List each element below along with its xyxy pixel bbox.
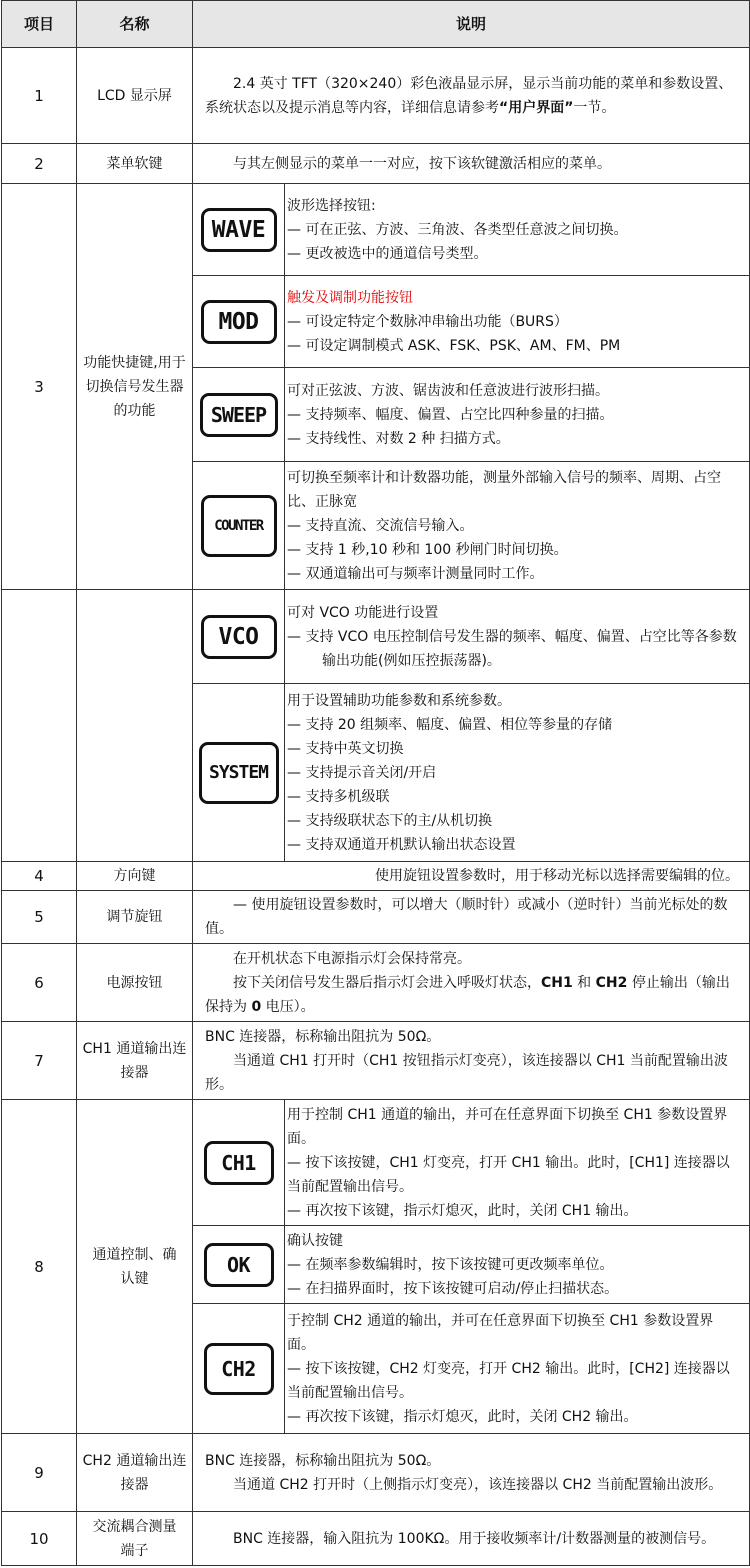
mod-key-cell [193,276,285,368]
mod-desc [285,276,750,368]
row-number: 1 [2,48,77,144]
row-name-text: CH2 通道输出连接器 [82,1452,187,1493]
ch1-desc [285,1100,750,1226]
header-name: 名称 [77,1,193,48]
row-desc [193,862,750,891]
wave-title: 波形选择按钮: [287,197,376,214]
table-row [2,184,750,276]
desc-text: — 使用旋钮设置参数时，可以增大（顺时针）或减小（逆时针）当前光标处的数值。 [205,897,728,937]
mod-item: — 可设定特定个数脉冲串输出功能（BURS） [287,313,568,330]
sweep-key-cell [193,368,285,462]
table-row [2,1512,750,1566]
vco-desc [285,590,750,684]
table-row [2,144,750,184]
ch2-key-icon: CH2 [204,1343,274,1395]
row-name [77,1434,193,1512]
system-item: — 支持多机级联 [287,788,390,805]
system-item: — 支持级联状态下的主/从机切换 [287,812,493,829]
wave-item: — 更改被选中的通道信号类型。 [287,245,488,262]
system-item: — 支持提示音关闭/开启 [287,764,437,781]
row-name: 电源按钮 [77,944,193,1022]
row-name: LCD 显示屏 [77,48,193,144]
sweep-desc [285,368,750,462]
wave-key-icon: WAVE [201,208,277,252]
sweep-item: — 支持频率、幅度、偏置、占空比四种参量的扫描。 [287,406,614,423]
table-row [2,891,750,944]
row-name-text: 交流耦合测量端子 [92,1518,177,1559]
sweep-item: — 支持线性、对数 2 种 扫描方式。 [287,430,510,447]
system-title: 用于设置辅助功能参数和系统参数。 [287,692,511,709]
desc-text: 停止输出（输出保持为 [205,974,730,1015]
row-desc [193,1434,750,1512]
ok-key-icon: OK [204,1243,274,1287]
system-key-cell [193,684,285,862]
desc-text: 使用旋钮设置参数时，用于移动光标以选择需要编辑的位。 [375,868,740,884]
desc-text: 2.4 英寸 TFT（320×240）彩色液晶显示屏，显示当前功能的菜单和参数设置、系统状态以及提示消息等内容，详细信息请参考 [205,75,733,116]
counter-key-icon: COUNTER [201,495,277,557]
counter-key-cell [193,462,285,590]
system-item: — 支持双通道开机默认输出状态设置 [287,836,516,853]
row-desc [193,144,750,184]
desc-text: 在开机状态下电源指示灯会保持常亮。 [233,950,471,967]
row-name [77,1100,193,1434]
row-name: 调节旋钮 [77,891,193,944]
ok-key-cell [193,1226,285,1304]
system-key-icon: SYSTEM [199,742,279,804]
desc-text: 当通道 CH1 打开时（CH1 按钮指示灯变亮），该连接器以 CH1 当前配置输出波形。 [205,1052,728,1093]
row-name-text: 通道控制、确认键 [92,1246,177,1287]
ok-desc [285,1226,750,1304]
desc-text: 一节。 [573,99,616,116]
row-number: 9 [2,1434,77,1512]
table-row [2,48,750,144]
table-row [2,1022,750,1100]
row-name: 方向键 [77,862,193,891]
counter-item: — 双通道输出可与频率计测量同时工作。 [287,565,544,582]
row-number: 2 [2,144,77,184]
header-item: 项目 [2,1,77,48]
desc-text: 和 [572,974,596,991]
row-desc [193,944,750,1022]
row-number: 6 [2,944,77,1022]
desc-text: 当通道 CH2 打开时（上侧指示灯变亮），该连接器以 CH2 当前配置输出波形。 [233,1476,723,1493]
row-name: 菜单软键 [77,144,193,184]
desc-text: 电压）。 [261,998,315,1015]
desc-bold: CH1 [541,974,573,991]
wave-key-cell [193,184,285,276]
table-row [2,1100,750,1226]
ch1-key-cell [193,1100,285,1226]
wave-item: — 可在正弦、方波、三角波、各类型任意波之间切换。 [287,221,628,238]
row-number: 10 [2,1512,77,1566]
system-desc [285,684,750,862]
vco-item: — 支持 VCO 电压控制信号发生器的频率、幅度、偏置、占空比等各参数输出功能(例如压控振荡器)。 [287,628,737,669]
row-desc [193,1022,750,1100]
spec-table [1,0,750,1566]
ch1-key-icon: CH1 [204,1141,274,1185]
row-desc [193,48,750,144]
table-row [2,944,750,1022]
ch2-title: 于控制 CH2 通道的输出，并可在任意界面下切换至 CH1 参数设置界面。 [287,1312,714,1353]
desc-bold-link: “用户界面” [499,99,574,116]
row-number: 4 [2,862,77,891]
ok-item: — 在扫描界面时，按下该按键可启动/停止扫描状态。 [287,1280,619,1297]
header-desc: 说明 [193,1,750,48]
desc-text: 与其左侧显示的菜单一一对应，按下该软键激活相应的菜单。 [233,155,611,172]
desc-text: BNC 连接器，输入阻抗为 100KΩ。用于接收频率计/计数器测量的被测信号。 [233,1530,716,1547]
row-name-text: CH1 通道输出连接器 [82,1040,187,1081]
row-number: 5 [2,891,77,944]
system-item: — 支持中英文切换 [287,740,404,757]
ch2-key-cell [193,1304,285,1434]
desc-bold: CH2 [595,974,628,991]
row-name [77,1512,193,1566]
row-name [77,1022,193,1100]
row-desc [193,1512,750,1566]
desc-bold: 0 [251,998,262,1015]
ch1-item: — 按下该按键，CH1 灯变亮，打开 CH1 输出。此时，[CH1] 连接器以当前配置输出信号。 [287,1154,730,1195]
ch2-desc [285,1304,750,1434]
mod-key-icon: MOD [201,300,277,344]
ch2-item: — 再次按下该键，指示灯熄灭，此时，关闭 CH2 输出。 [287,1408,638,1425]
vco-key-cell [193,590,285,684]
table-row [2,590,750,684]
table-row [2,1434,750,1512]
row-number: 8 [2,1100,77,1434]
ch1-title: 用于控制 CH1 通道的输出，并可在任意界面下切换至 CH1 参数设置界面。 [287,1106,728,1147]
row-desc [193,891,750,944]
row-name-empty [77,590,193,862]
mod-item: — 可设定调制模式 ASK、FSK、PSK、AM、FM、PM [287,337,621,354]
row-name-text: 功能快捷键,用于切换信号发生器的功能 [83,354,186,419]
wave-desc [285,184,750,276]
desc-text: BNC 连接器，标称输出阻抗为 50Ω。 [205,1452,441,1469]
sweep-key-icon: SWEEP [200,393,278,437]
row-name [77,184,193,590]
ch2-item: — 按下该按键，CH2 灯变亮，打开 CH2 输出。此时，[CH2] 连接器以当前配置输出信号。 [287,1360,730,1401]
row-number: 7 [2,1022,77,1100]
vco-title: 可对 VCO 功能进行设置 [287,604,439,621]
desc-text: BNC 连接器，标称输出阻抗为 50Ω。 [205,1028,441,1045]
counter-item: — 支持直流、交流信号输入。 [287,517,474,534]
counter-item: — 支持 1 秒,10 秒和 100 秒闸门时间切换。 [287,541,568,558]
mod-title: 触发及调制功能按钮 [287,289,413,306]
ok-item: — 在频率参数编辑时，按下该按键可更改频率单位。 [287,1256,614,1273]
ch1-item: — 再次按下该键，指示灯熄灭，此时，关闭 CH1 输出。 [287,1202,638,1219]
row-number: 3 [2,184,77,590]
desc-text: 按下关闭信号发生器后指示灯会进入呼吸灯状态， [233,974,541,991]
vco-key-icon: VCO [201,615,277,659]
row-number-empty [2,590,77,862]
sweep-title: 可对正弦波、方波、锯齿波和任意波进行波形扫描。 [287,382,609,399]
ok-title: 确认按键 [287,1232,343,1249]
table-header [2,1,750,48]
table-row [2,862,750,891]
system-item: — 支持 20 组频率、幅度、偏置、相位等参量的存储 [287,716,613,733]
counter-desc [285,462,750,590]
counter-title: 可切换至频率计和计数器功能，测量外部输入信号的频率、周期、占空比、正脉宽 [287,469,721,510]
